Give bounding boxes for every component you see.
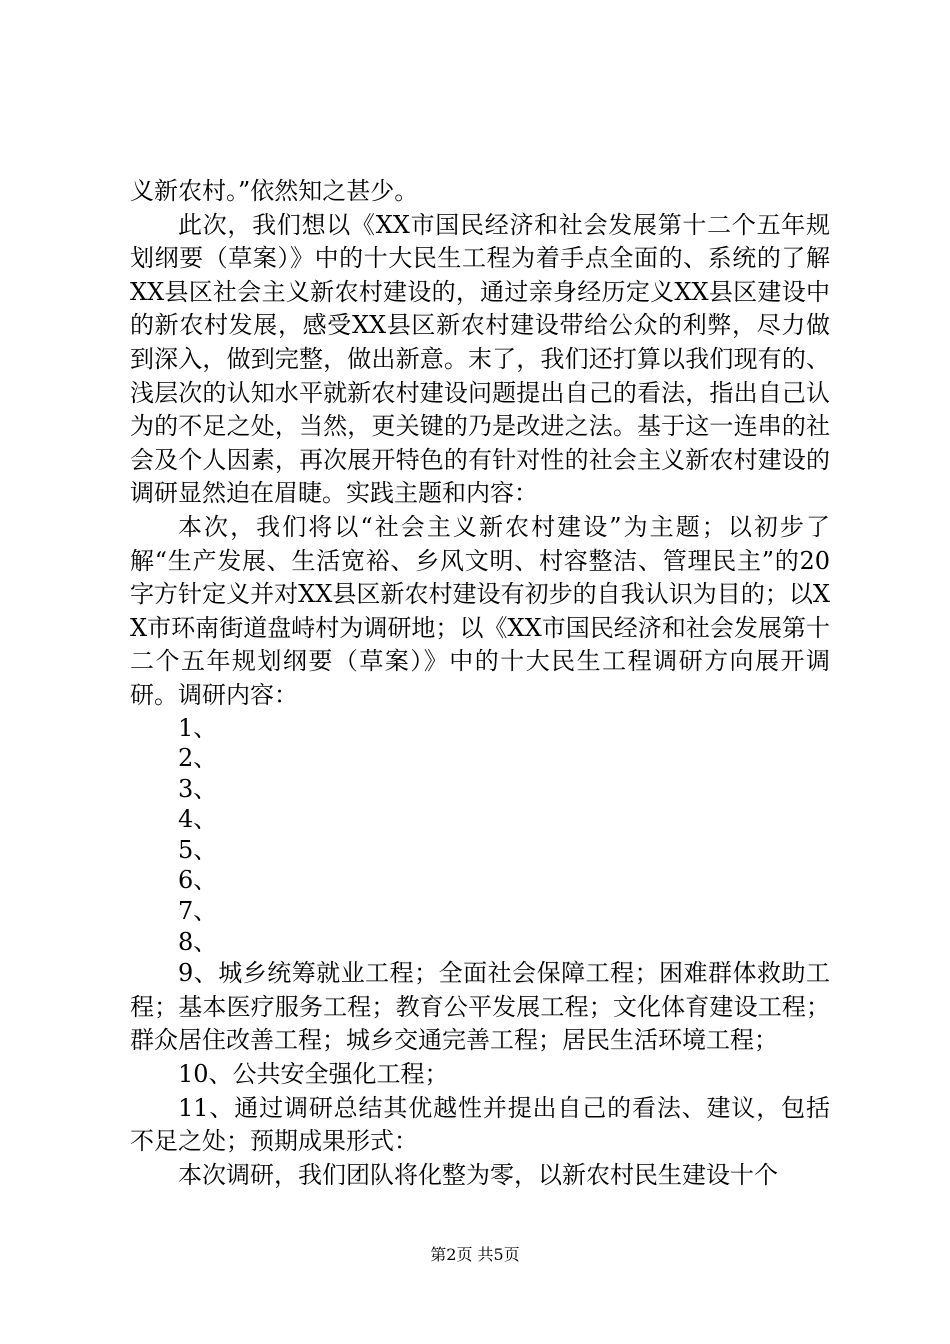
list-item: 6、 xyxy=(178,866,218,895)
numbered-list xyxy=(130,713,830,958)
paragraph-continuation: 义新农村。”依然知之甚少。 xyxy=(130,177,419,205)
document-body xyxy=(130,175,830,1192)
list-item: 8、 xyxy=(178,927,218,956)
list-item: 2、 xyxy=(178,744,218,773)
page-footer: 第2页 共5页 xyxy=(430,1245,520,1264)
list-item: 4、 xyxy=(178,805,218,834)
list-item: 3、 xyxy=(178,774,218,803)
list-item: 7、 xyxy=(178,897,218,926)
list-item: 5、 xyxy=(178,835,218,864)
paragraph-outcome: 本次调研，我们团队将化整为零，以新农村民生建设十个 xyxy=(178,1160,778,1189)
paragraph-item-11: 11、通过调研总结其优越性并提出自己的看法、建议，包括不足之处；预期成果形式： xyxy=(130,1093,830,1156)
list-item: 1、 xyxy=(178,713,218,742)
paragraph-theme: 本次，我们将以“社会主义新农村建设”为主题；以初步了解“生产发展、生活宽裕、乡风文明、村容整洁、管理民主”的20字方针定义并对XX县区新农村建设有初步的自我认识为目的；以XX市环南街道盘峙村为调研地；以《XX市国民经济和社会发展第十二个五年规划纲要（草案）》中的十大民生工程调研方向展开调研。调研内容： xyxy=(130,512,830,709)
paragraph-purpose: 此次，我们想以《XX市国民经济和社会发展第十二个五年规划纲要（草案）》中的十大民生工程为着手点全面的、系统的了解XX县区社会主义新农村建设的，通过亲身经历定义XX县区建设中的新农村发展，感受XX县区新农村建设带给公众的利弊，尽力做到深入，做到完整，做出新意。末了，我们还打算以我们现有的、浅层次的认知水平就新农村建设问题提出自己的看法，指出自己认为的不足之处，当然，更关键的乃是改进之法。基于这一连串的社会及个人因素，再次展开特色的有针对性的社会主义新农村建设的调研显然迫在眉睫。实践主题和内容： xyxy=(130,210,830,508)
paragraph-item-10: 10、公共安全强化工程； xyxy=(178,1060,449,1089)
paragraph-item-9: 9、城乡统筹就业工程；全面社会保障工程；困难群体救助工程；基本医疗服务工程；教育公平发展工程；文化体育建设工程；群众居住改善工程；城乡交通完善工程；居民生活环境工程； xyxy=(130,959,830,1055)
